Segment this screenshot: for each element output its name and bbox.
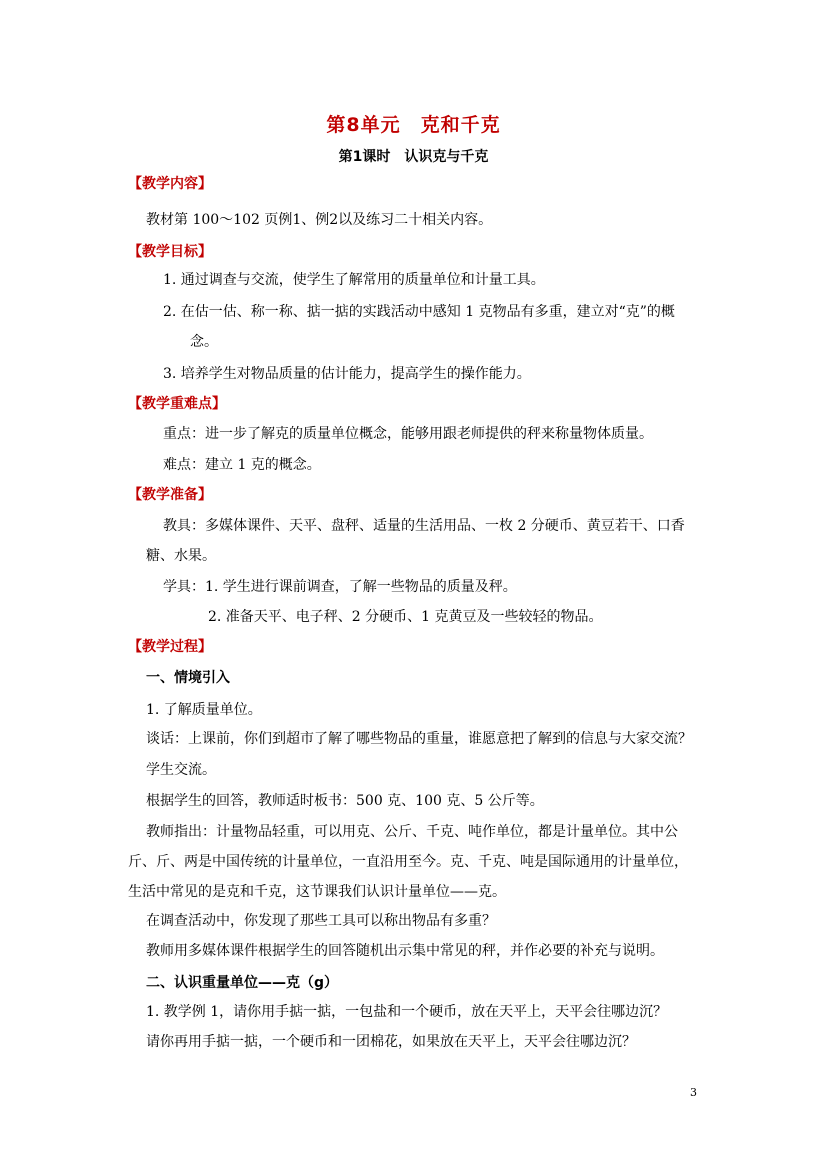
keypoint-line: 重点：进一步了解克的质量单位概念，能够用跟老师提供的秤来称量物体质量。 [163,426,653,442]
prep-line: 糖、水果。 [146,548,216,564]
prep-line: 学具：1. 学生进行课前调查，了解一些物品的质量及秤。 [163,579,517,595]
process-part1-heading: 一、情境引入 [146,670,230,686]
process-line: 教师用多媒体课件根据学生的回答随机出示集中常见的秤，并作必要的补充与说明。 [146,943,664,959]
process-line: 生活中常见的是克和千克，这节课我们认识计量单位——克。 [128,884,506,900]
page-number: 3 [690,1086,697,1099]
section-heading-content: 【教学内容】 [128,176,212,192]
process-part2-heading: 二、认识重量单位——克（g） [146,975,339,991]
process-line: 谈话：上课前，你们到超市了解了哪些物品的重量，谁愿意把了解到的信息与大家交流？ [146,731,692,747]
process-line: 在调查活动中，你发现了那些工具可以称出物品有多重？ [146,913,496,929]
section-heading-goals: 【教学目标】 [128,244,212,260]
process-line: 教师指出：计量物品轻重，可以用克、公斤、千克、吨作单位，都是计量单位。其中公 [146,824,678,840]
page-title: 第8单元 克和千克 [326,114,501,136]
section-heading-keypoints: 【教学重难点】 [128,396,226,412]
process-line: 1. 教学例 1，请你用手掂一掂，一包盐和一个硬币，放在天平上，天平会往哪边沉？ [146,1004,668,1020]
goal-line: 2. 在估一估、称一称、掂一掂的实践活动中感知 1 克物品有多重，建立对“克”的概 [163,304,675,320]
process-line: 根据学生的回答，教师适时板书：500 克、100 克、5 公斤等。 [146,793,544,809]
process-line: 学生交流。 [146,762,216,778]
process-line: 请你再用手掂一掂，一个硬币和一团棉花，如果放在天平上，天平会往哪边沉？ [146,1034,636,1050]
goal-line: 1. 通过调查与交流，使学生了解常用的质量单位和计量工具。 [163,272,545,288]
lesson-subtitle: 第1课时 认识克与千克 [338,149,489,165]
section-heading-prep: 【教学准备】 [128,487,212,503]
goal-line: 3. 培养学生对物品质量的估计能力，提高学生的操作能力。 [163,366,531,382]
goal-line: 念。 [190,334,218,350]
process-line: 斤、斤、两是中国传统的计量单位，一直沿用至今。克、千克、吨是国际通用的计量单位， [128,854,688,870]
process-line: 1. 了解质量单位。 [146,702,262,718]
prep-line: 2. 准备天平、电子秤、2 分硬币、1 克黄豆及一些较轻的物品。 [208,609,603,625]
content-text: 教材第 100～102 页例1、例2以及练习二十相关内容。 [146,212,493,228]
prep-line: 教具：多媒体课件、天平、盘秤、适量的生活用品、一枚 2 分硬币、黄豆若干、口香 [163,518,685,534]
keypoint-line: 难点：建立 1 克的概念。 [163,457,321,473]
section-heading-process: 【教学过程】 [128,639,212,655]
